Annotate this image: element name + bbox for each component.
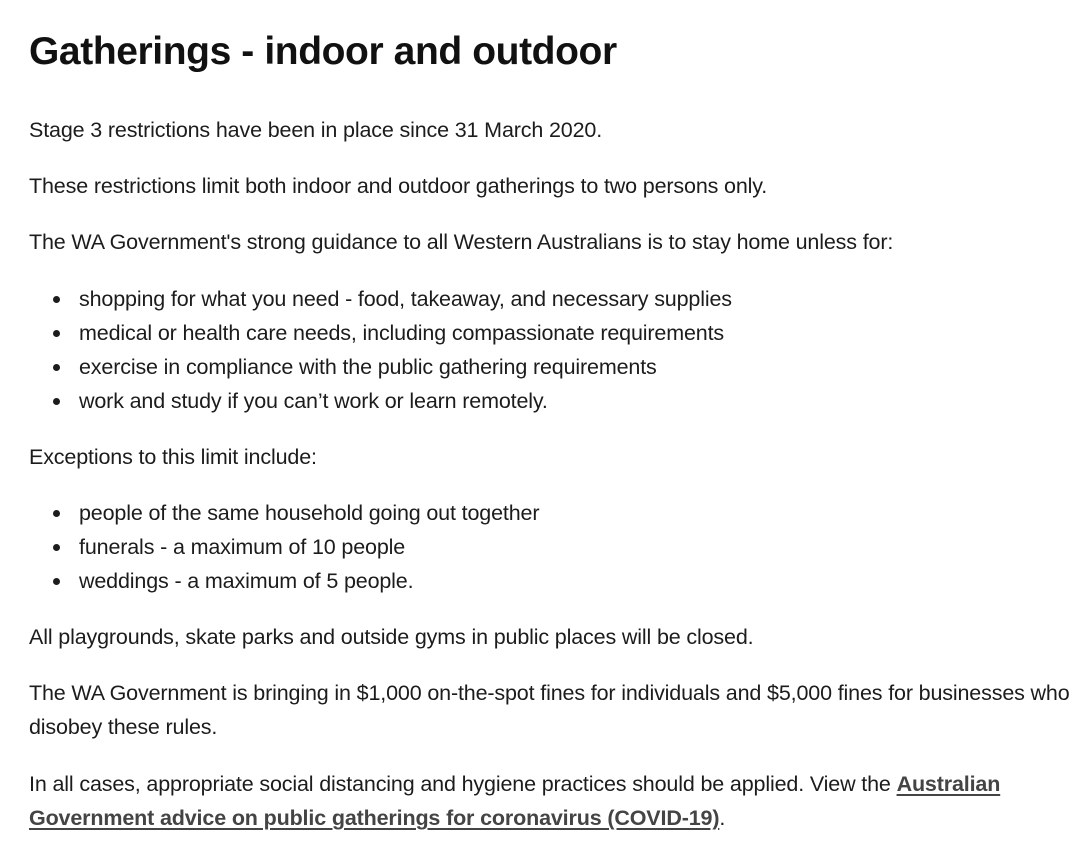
list-item: funerals - a maximum of 10 people bbox=[79, 530, 539, 564]
list-item: exercise in compliance with the public gathering requirements bbox=[79, 350, 732, 384]
restrictions-paragraph: These restrictions limit both indoor and outdoor gatherings to two persons only. bbox=[29, 174, 768, 198]
list-item: weddings - a maximum of 5 people. bbox=[79, 564, 539, 598]
guidance-paragraph: The WA Government's strong guidance to all Western Australians is to stay home unless for: bbox=[29, 230, 894, 254]
list-item: work and study if you can’t work or learn remotely. bbox=[79, 384, 732, 418]
list-item: people of the same household going out together bbox=[79, 496, 539, 530]
exceptions-list bbox=[29, 496, 539, 598]
closures-paragraph: All playgrounds, skate parks and outside gyms in public places will be closed. bbox=[29, 625, 754, 649]
exceptions-intro-paragraph: Exceptions to this limit include: bbox=[29, 445, 317, 469]
covid-advice-link[interactable]: Australian Government advice on public gatherings for coronavirus (COVID-19) bbox=[29, 772, 1001, 830]
page-title: Gatherings - indoor and outdoor bbox=[29, 30, 617, 73]
fines-paragraph: The WA Government is bringing in $1,000 on-the-spot fines for individuals and $5,000 fines for businesses who disobey these rules. bbox=[29, 681, 1070, 739]
advice-period: . bbox=[719, 806, 726, 830]
advice-paragraph bbox=[29, 767, 1074, 835]
advice-text: In all cases, appropriate social distancing and hygiene practices should be applied. View the bbox=[29, 772, 897, 796]
stay-home-reasons-list bbox=[29, 282, 732, 418]
list-item: medical or health care needs, including compassionate requirements bbox=[79, 316, 732, 350]
intro-paragraph: Stage 3 restrictions have been in place since 31 March 2020. bbox=[29, 118, 603, 142]
list-item: shopping for what you need - food, takeaway, and necessary supplies bbox=[79, 282, 732, 316]
